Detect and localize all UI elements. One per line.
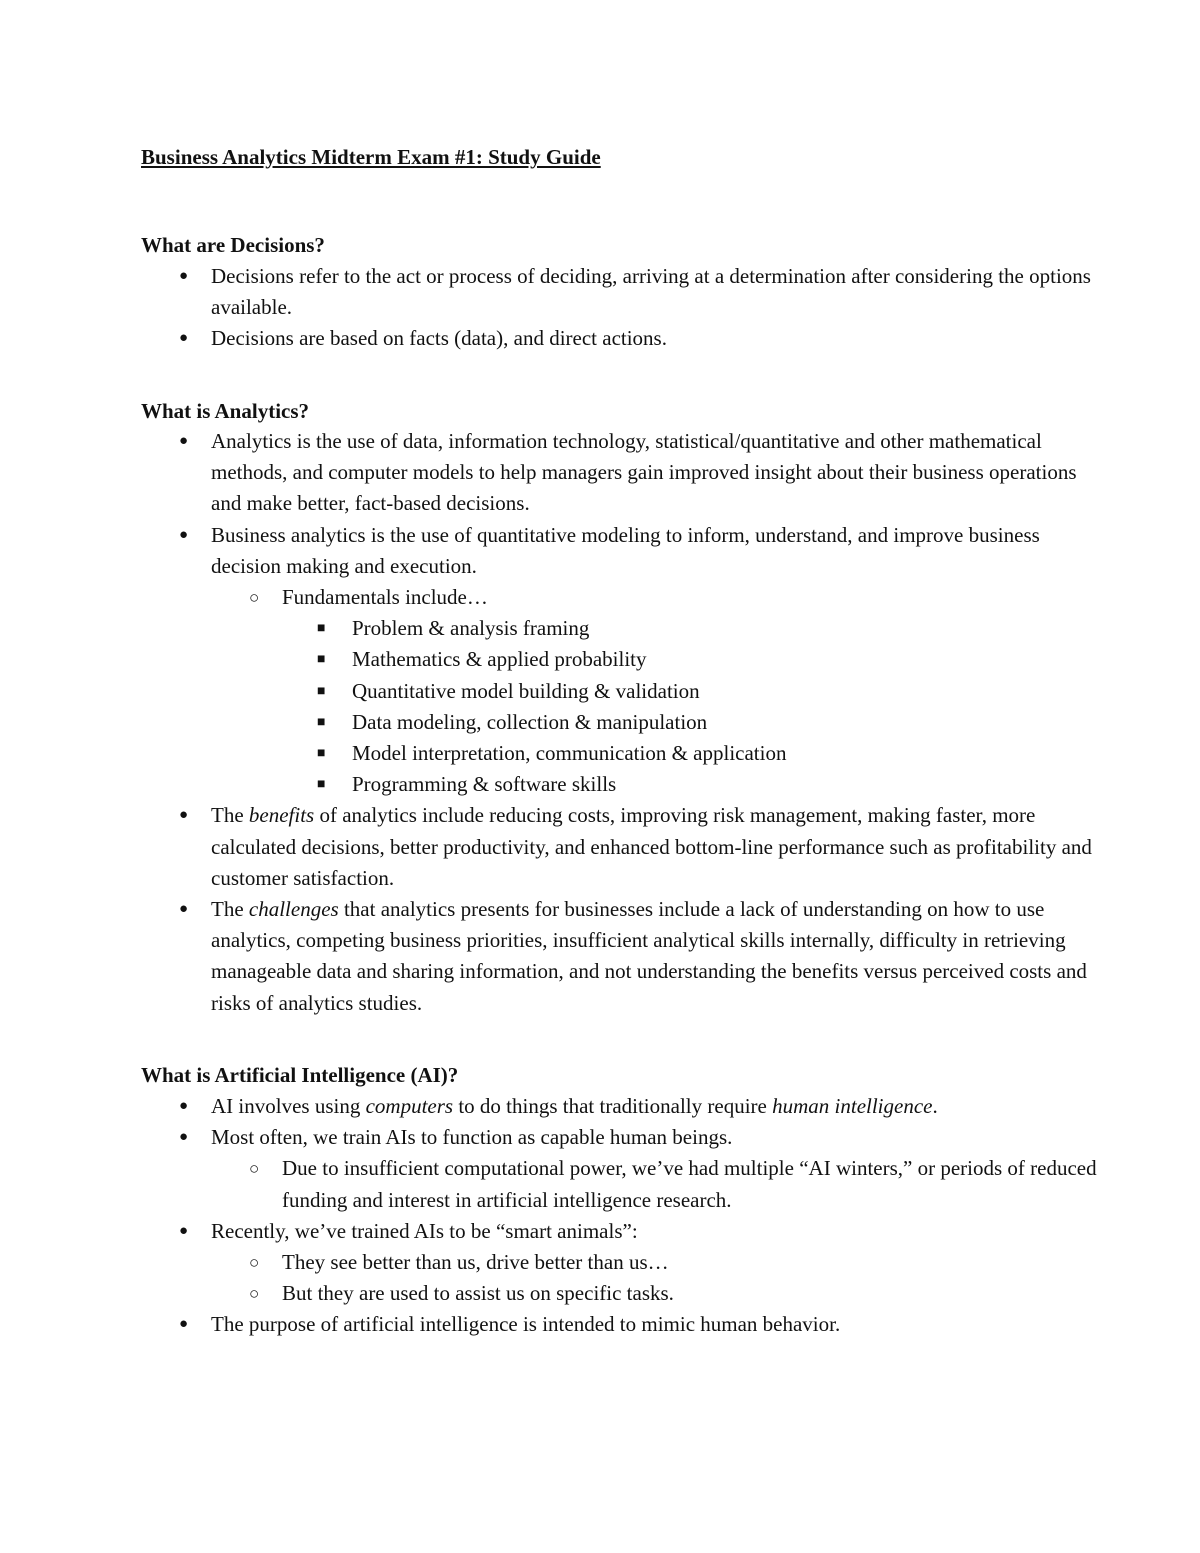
circle-bullet-icon: ○: [249, 1159, 260, 1179]
document-title: Business Analytics Midterm Exam #1: Study Guide: [141, 145, 601, 169]
list-item-text: Mathematics & applied probability: [352, 647, 647, 672]
list-item: [141, 582, 1101, 613]
circle-bullet-icon: ○: [249, 1284, 260, 1304]
list-item-text: Analytics is the use of data, information technology, statistical/quantitative and other mathematical methods, and computer models to help managers gain improved insight about their business operations and make better, fact-based decisions.: [211, 429, 1077, 516]
circle-bullet-icon: ○: [249, 588, 260, 608]
list-item-text: Recently, we’ve trained AIs to be “smart animals”:: [211, 1218, 638, 1243]
section-heading-ai: What is Artificial Intelligence (AI)?: [141, 1063, 459, 1087]
bullet-icon: ●: [179, 1129, 189, 1146]
list-item-text: They see better than us, drive better than us…: [282, 1250, 669, 1275]
bullet-icon: ●: [179, 807, 189, 824]
bullet-icon: ●: [179, 330, 189, 347]
square-bullet-icon: ■: [317, 714, 326, 730]
list-item: [141, 644, 1101, 675]
list-item-text: Decisions are based on facts (data), and direct actions.: [211, 326, 667, 351]
list-item: [141, 738, 1101, 769]
bullet-icon: ●: [179, 1098, 189, 1114]
list-item-text: AI involves using computers to do things that traditionally require human intelligence.: [211, 1094, 938, 1118]
list-item: [141, 520, 1101, 582]
list-item-text: Data modeling, collection & manipulation: [352, 709, 708, 734]
list-item: [141, 1247, 1101, 1278]
list-item-text: Quantitative model building & validation: [352, 678, 700, 703]
list-item-text: Model interpretation, communication & application: [352, 741, 787, 766]
decisions-list: [141, 261, 1101, 355]
fundamentals-label: Fundamentals include…: [282, 585, 488, 610]
list-item: [141, 894, 1101, 1019]
bullet-icon: ●: [179, 901, 189, 918]
list-item: [141, 1216, 1101, 1247]
list-item: [141, 261, 1101, 323]
list-item-text: Decisions refer to the act or process of deciding, arriving at a determination after considering the options available.: [211, 264, 1091, 320]
list-item: [141, 613, 1101, 644]
challenges-text: The challenges that analytics presents for businesses include a lack of understanding on how to use analytics, competing business priorities, insufficient analytical skills internally, difficulty in retrieving manageable data and sharing information, and not understanding the benefits versus perceived costs and risks of analytics studies.: [211, 897, 1087, 1015]
emphasis-challenges: challenges: [248, 897, 339, 922]
emphasis-computers: computers: [365, 1094, 454, 1118]
bullet-icon: ●: [179, 268, 189, 284]
list-item: [141, 1309, 1101, 1340]
list-item: [141, 769, 1101, 800]
list-item-text: But they are used to assist us on specific tasks.: [282, 1281, 674, 1306]
list-item-text: The purpose of artificial intelligence is intended to mimic human behavior.: [211, 1312, 841, 1337]
square-bullet-icon: ■: [317, 652, 326, 668]
square-bullet-icon: ■: [317, 746, 326, 762]
emphasis-benefits: benefits: [248, 803, 315, 828]
analytics-list: [141, 426, 1101, 1019]
list-item-text: Due to insufficient computational power, we’ve had multiple “AI winters,” or periods of reduced funding and interest in artificial intelligence research.: [282, 1156, 1097, 1212]
list-item-text: Business analytics is the use of quantitative modeling to inform, understand, and improve business decision making and execution.: [211, 522, 1040, 578]
list-item: [141, 1122, 1101, 1153]
list-item: [141, 676, 1101, 707]
square-bullet-icon: ■: [317, 621, 326, 637]
list-item-text: Problem & analysis framing: [352, 616, 590, 641]
list-item: [141, 1153, 1101, 1215]
circle-bullet-icon: ○: [249, 1253, 260, 1273]
list-item: [141, 1091, 1101, 1122]
emphasis-human-intelligence: human intelligence: [772, 1094, 933, 1118]
bullet-icon: ●: [179, 526, 189, 543]
list-item-text: Programming & software skills: [352, 772, 617, 797]
list-item: [141, 426, 1101, 520]
list-item: [141, 323, 1101, 354]
ai-list: [141, 1091, 1101, 1341]
list-item: [141, 1278, 1101, 1309]
section-heading-analytics: What is Analytics?: [141, 399, 310, 423]
bullet-icon: ●: [179, 433, 189, 449]
bullet-icon: ●: [179, 1222, 189, 1239]
benefits-text: The benefits of analytics include reducing costs, improving risk management, making faster, more calculated decisions, better productivity, and enhanced bottom-line performance such as profitability and customer satisfaction.: [211, 803, 1092, 890]
list-item: [141, 707, 1101, 738]
bullet-icon: ●: [179, 1316, 189, 1333]
list-item-text: Most often, we train AIs to function as capable human beings.: [211, 1125, 733, 1150]
square-bullet-icon: ■: [317, 683, 326, 699]
square-bullet-icon: ■: [317, 777, 326, 793]
section-heading-decisions: What are Decisions?: [141, 233, 325, 257]
list-item: [141, 800, 1101, 894]
